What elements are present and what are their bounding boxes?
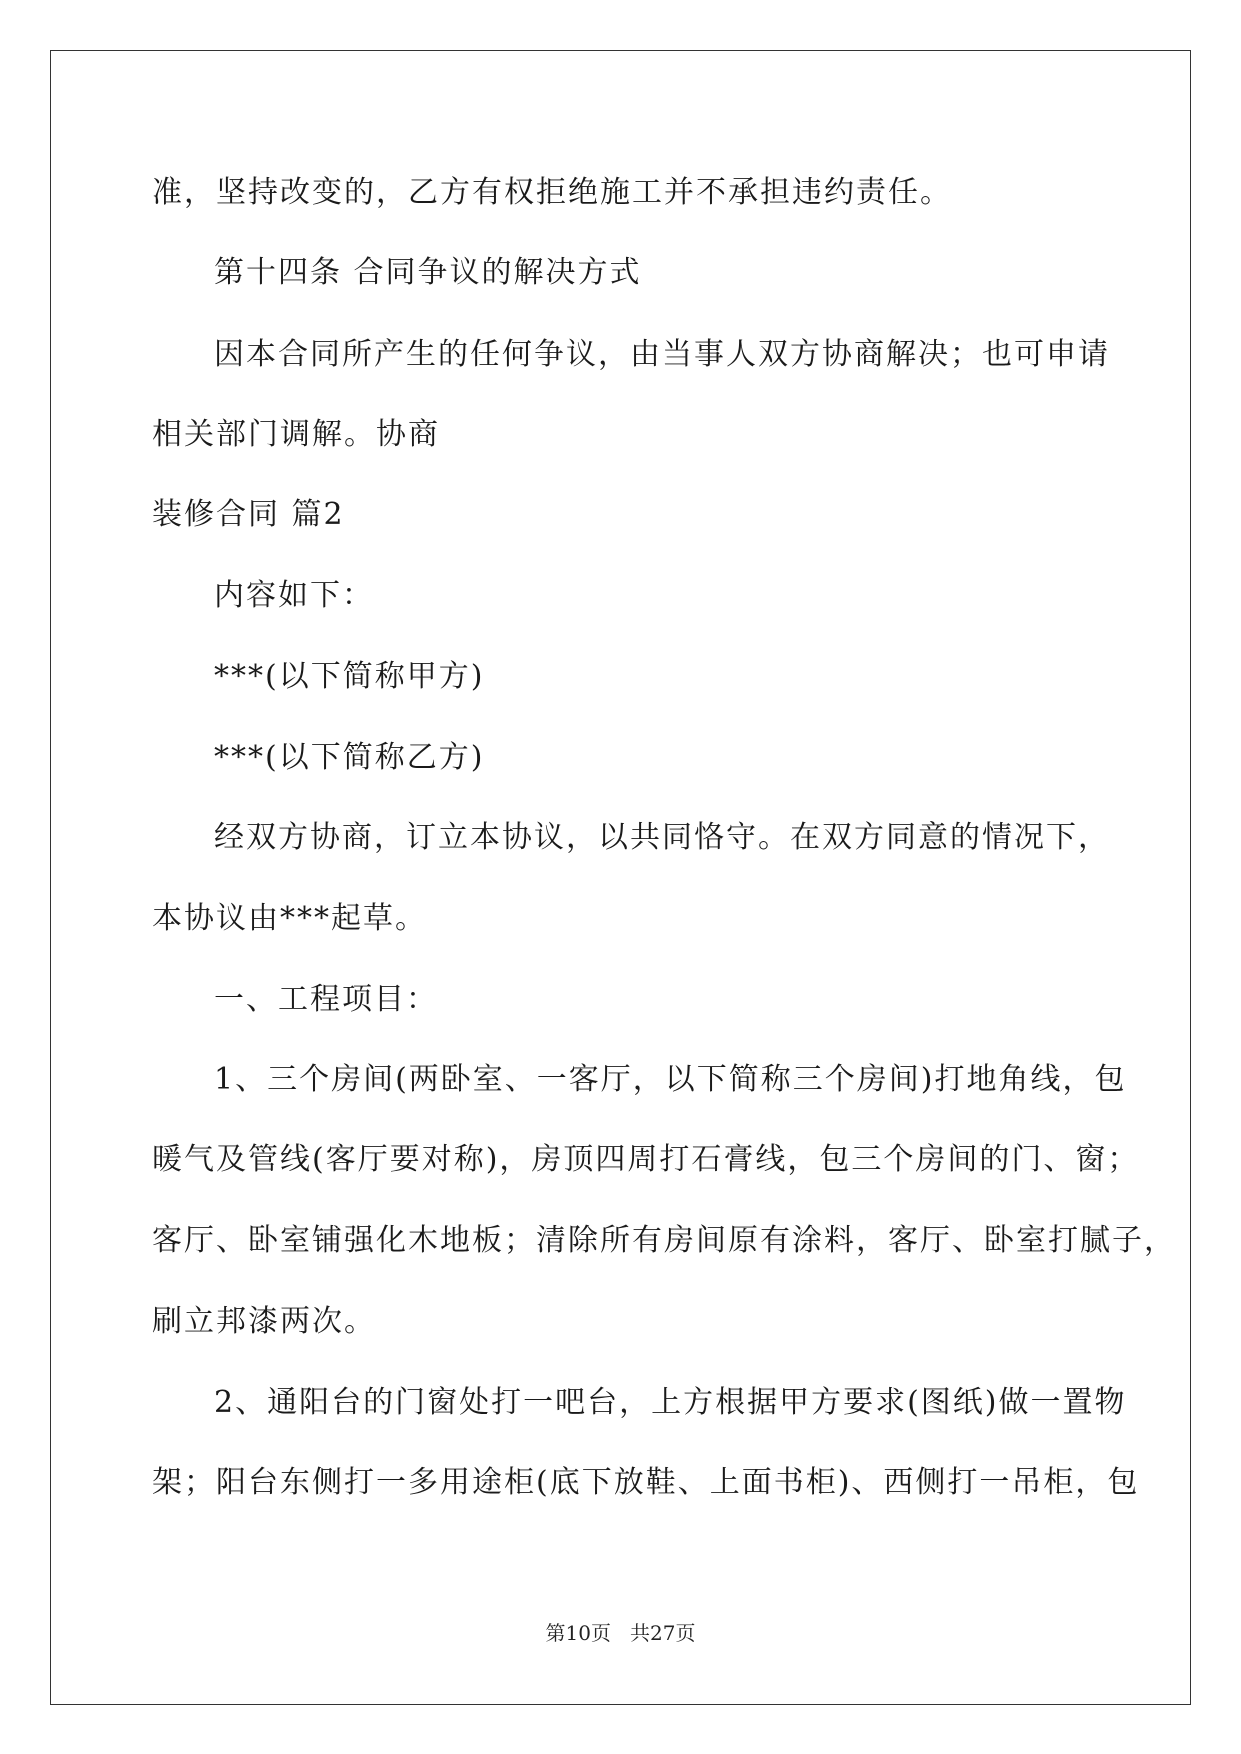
page-border <box>50 50 1191 1705</box>
body-line: 准，坚持改变的，乙方有权拒绝施工并不承担违约责任。 <box>152 175 952 210</box>
list-item-line: 客厅、卧室铺强化木地板；清除所有房间原有涂料，客厅、卧室打腻子， <box>152 1223 1176 1258</box>
list-item-line: 2、通阳台的门窗处打一吧台，上方根据甲方要求(图纸)做一置物 <box>214 1385 1127 1420</box>
section-title: 装修合同 篇2 <box>152 497 345 532</box>
party-b-line: ***(以下简称乙方) <box>214 740 485 775</box>
body-line: 内容如下： <box>214 578 374 613</box>
body-line: 本协议由***起草。 <box>152 901 427 936</box>
subsection-heading: 一、工程项目： <box>214 982 438 1017</box>
list-item-line: 架；阳台东侧打一多用途柜(底下放鞋、上面书柜)、西侧打一吊柜，包 <box>152 1465 1140 1500</box>
body-line: 经双方协商，订立本协议，以共同恪守。在双方同意的情况下， <box>214 820 1110 855</box>
list-item-line: 1、三个房间(两卧室、一客厅，以下简称三个房间)打地角线，包 <box>214 1062 1127 1097</box>
page-number: 第10页 <box>545 1621 611 1645</box>
article-heading: 第十四条 合同争议的解决方式 <box>214 255 642 290</box>
body-line: 因本合同所产生的任何争议，由当事人双方协商解决；也可申请 <box>214 337 1110 372</box>
page-footer <box>0 1619 1241 1647</box>
page-total: 共27页 <box>630 1621 696 1645</box>
party-a-line: ***(以下简称甲方) <box>214 659 485 694</box>
list-item-line: 刷立邦漆两次。 <box>152 1304 376 1339</box>
body-line: 相关部门调解。协商 <box>152 417 440 452</box>
list-item-line: 暖气及管线(客厅要对称)，房顶四周打石膏线，包三个房间的门、窗； <box>152 1142 1140 1177</box>
